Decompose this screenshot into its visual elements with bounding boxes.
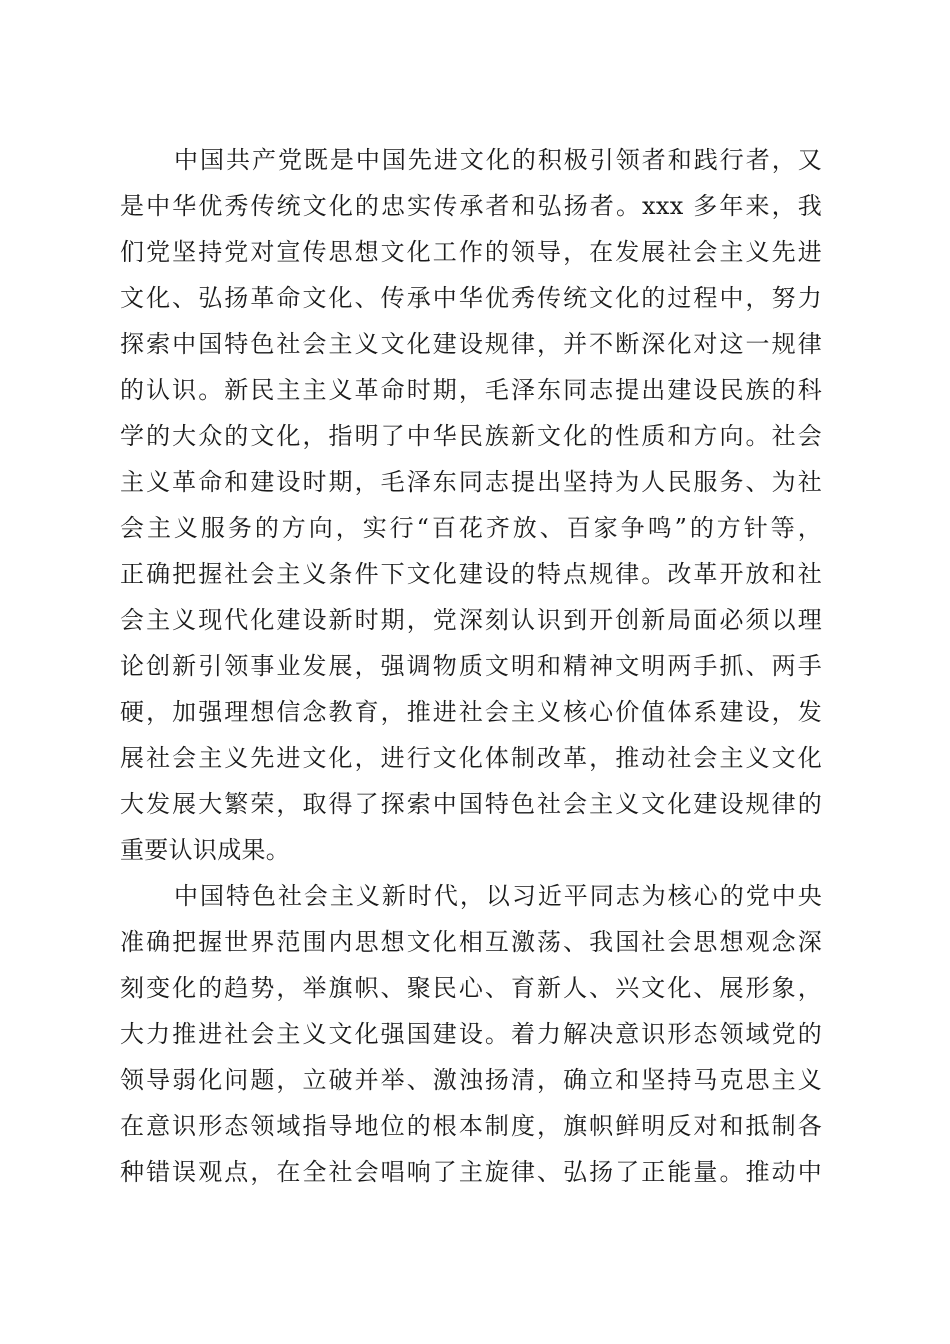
text-line: 大发展大繁荣，取得了探索中国特色社会主义文化建设规律的 xyxy=(120,790,822,818)
text-line: 展社会主义先进文化，进行文化体制改革，推动社会主义文化 xyxy=(120,744,822,772)
text-line: 刻变化的趋势，举旗帜、聚民心、育新人、兴文化、展形象， xyxy=(120,974,822,1002)
paragraph-1 xyxy=(120,137,822,873)
text-line: 中国特色社会主义新时代，以习近平同志为核心的党中央 xyxy=(174,882,822,910)
text-line: 正确把握社会主义条件下文化建设的特点规律。改革开放和社 xyxy=(120,560,822,588)
text-line: 们党坚持党对宣传思想文化工作的领导，在发展社会主义先进 xyxy=(120,238,822,266)
text-line: 探索中国特色社会主义文化建设规律，并不断深化对这一规律 xyxy=(120,330,822,358)
text-line: 会主义现代化建设新时期，党深刻认识到开创新局面必须以理 xyxy=(120,606,822,634)
paragraph-2 xyxy=(120,873,822,1195)
text-line: 在意识形态领域指导地位的根本制度，旗帜鲜明反对和抵制各 xyxy=(120,1112,822,1140)
text-line: 硬，加强理想信念教育，推进社会主义核心价值体系建设，发 xyxy=(120,698,822,726)
text-line: 文化、弘扬革命文化、传承中华优秀传统文化的过程中，努力 xyxy=(120,284,822,312)
text-line: 中国共产党既是中国先进文化的积极引领者和践行者，又 xyxy=(174,146,822,174)
text-line: 学的大众的文化，指明了中华民族新文化的性质和方向。社会 xyxy=(120,422,822,450)
text-line: 论创新引领事业发展，强调物质文明和精神文明两手抓、两手 xyxy=(120,652,822,680)
text-line: 主义革命和建设时期，毛泽东同志提出坚持为人民服务、为社 xyxy=(120,468,822,496)
text-line: 领导弱化问题，立破并举、激浊扬清，确立和坚持马克思主义 xyxy=(120,1066,822,1094)
text-line: 是中华优秀传统文化的忠实传承者和弘扬者。xxx 多年来，我 xyxy=(120,192,822,220)
document-body xyxy=(120,137,822,1195)
text-line: 会主义服务的方向，实行“百花齐放、百家争鸣”的方针等， xyxy=(120,514,822,542)
text-line: 准确把握世界范围内思想文化相互激荡、我国社会思想观念深 xyxy=(120,928,822,956)
text-line: 大力推进社会主义文化强国建设。着力解决意识形态领域党的 xyxy=(120,1020,822,1048)
text-line: 重要认识成果。 xyxy=(120,836,291,864)
text-line: 种错误观点，在全社会唱响了主旋律、弘扬了正能量。推动中 xyxy=(120,1158,822,1186)
text-line: 的认识。新民主主义革命时期，毛泽东同志提出建设民族的科 xyxy=(120,376,822,404)
